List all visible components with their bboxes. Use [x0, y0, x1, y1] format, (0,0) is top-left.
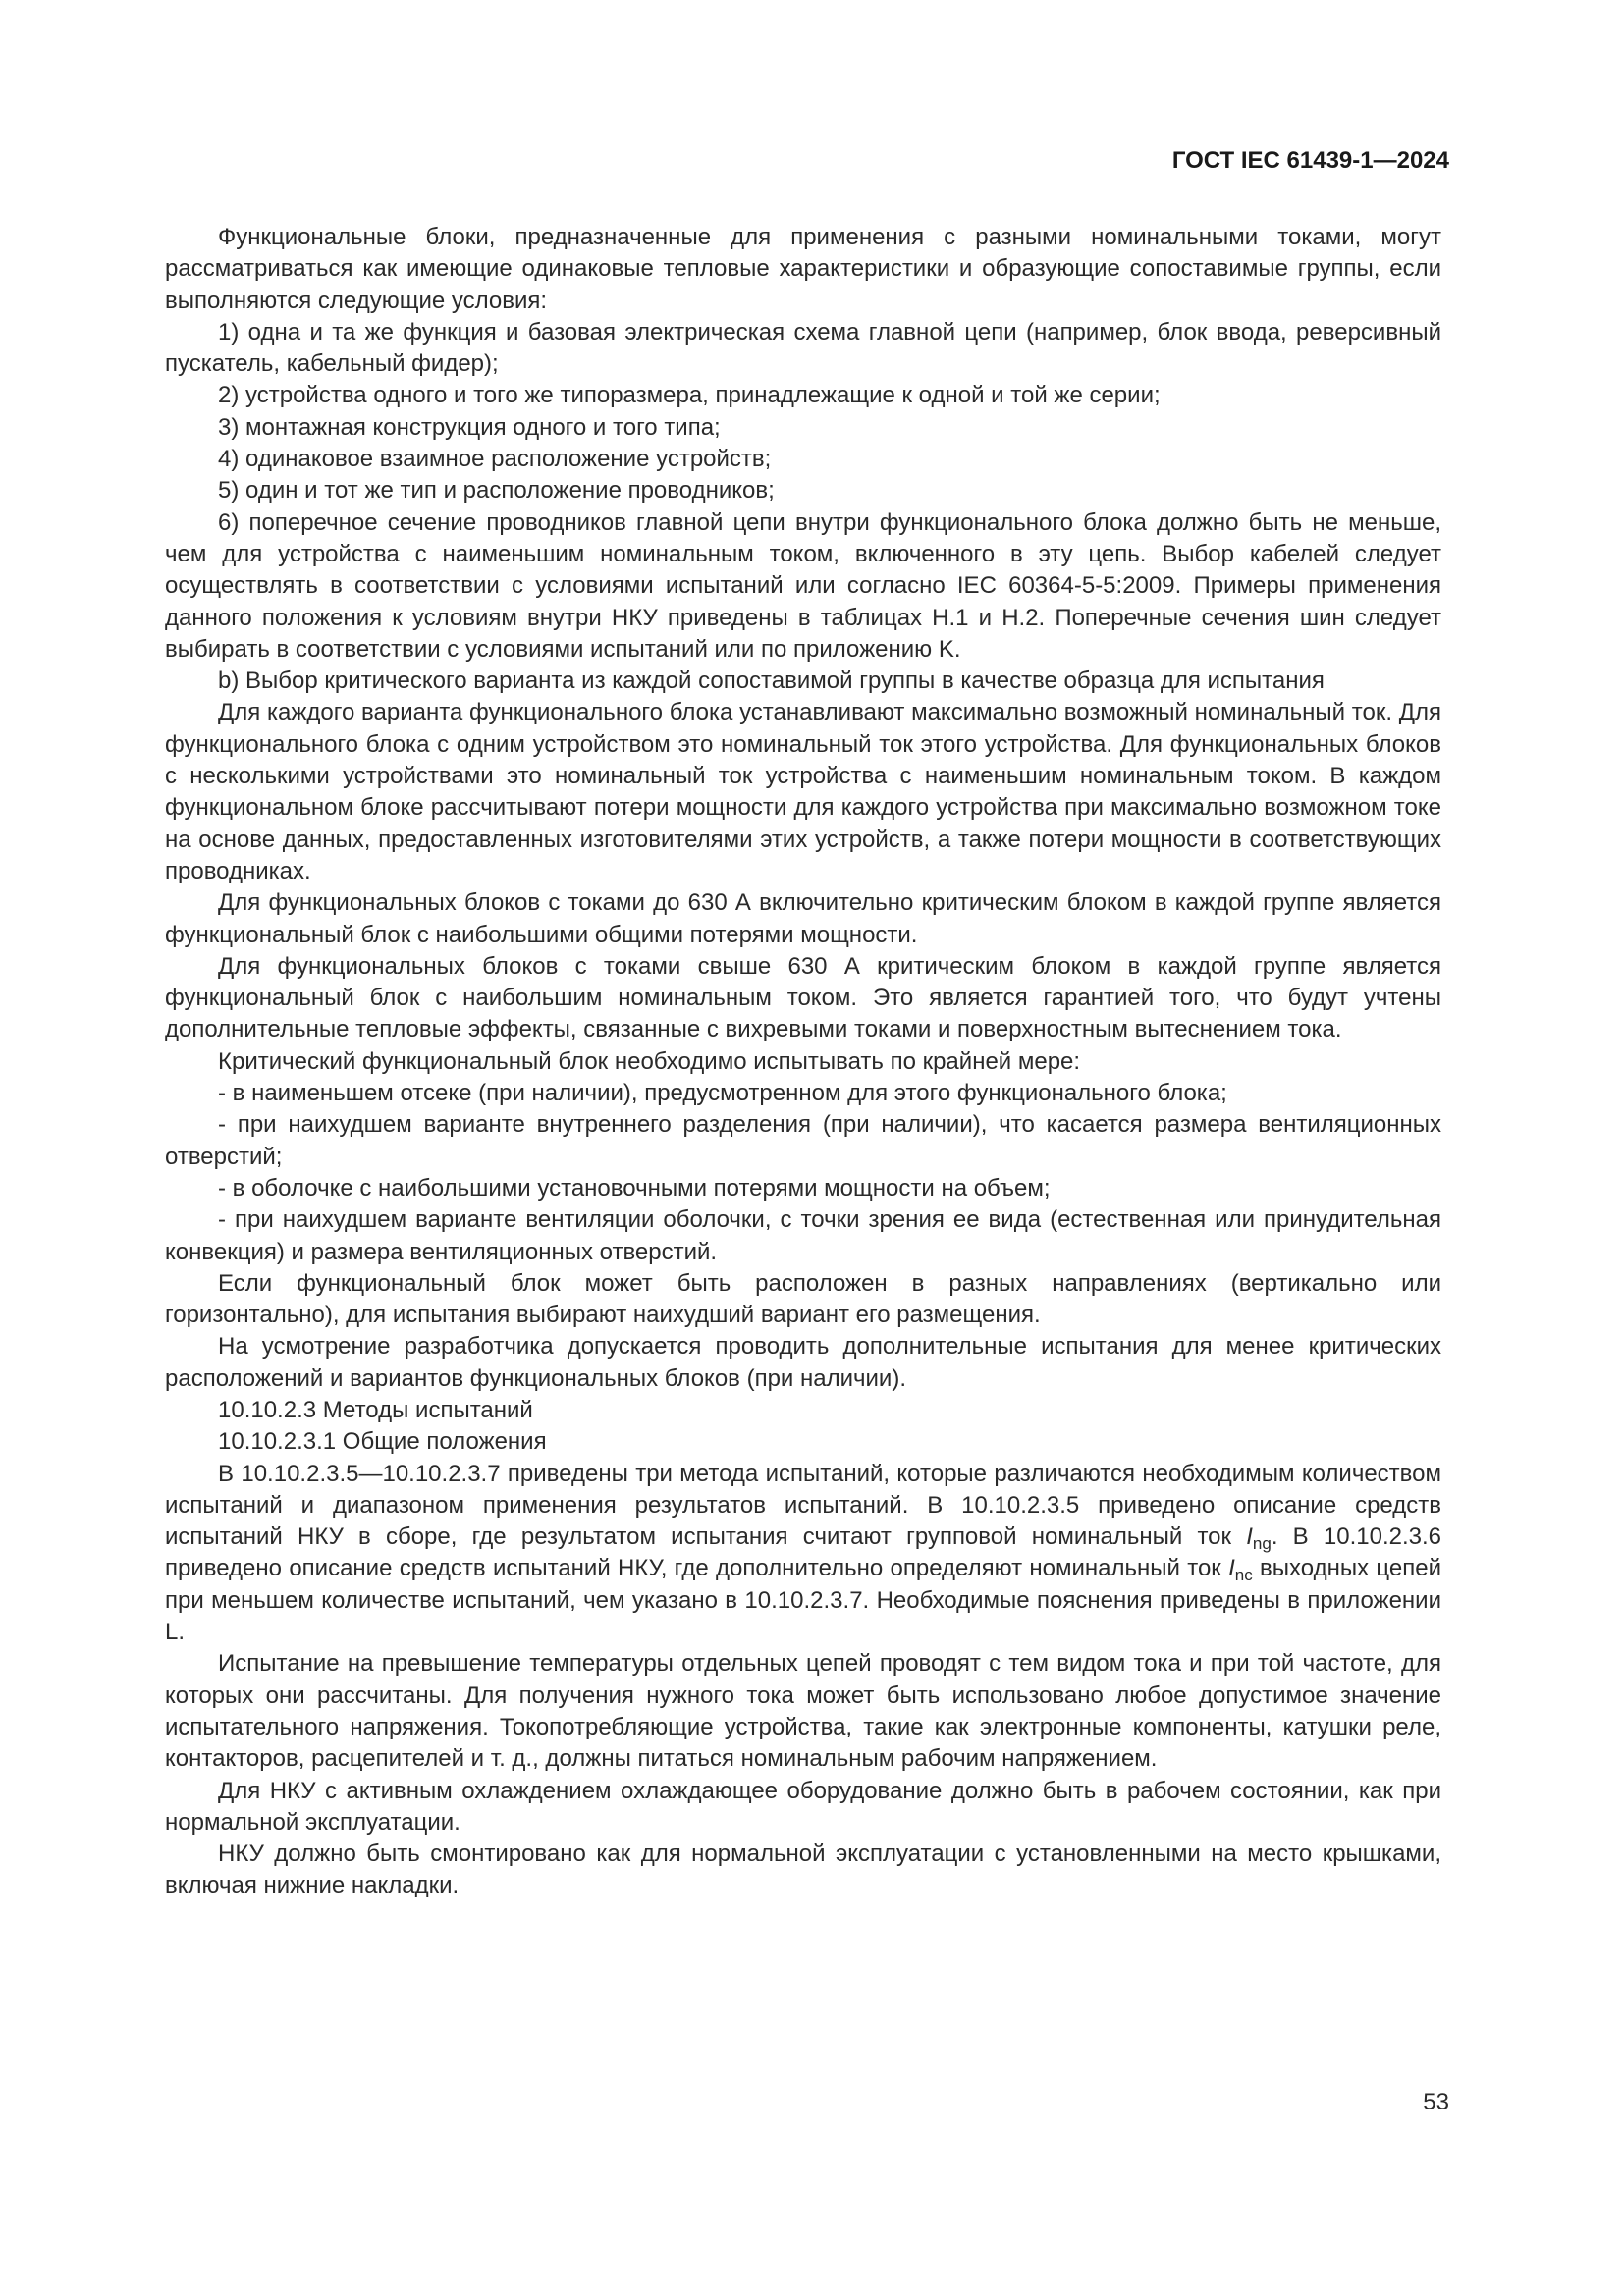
test-methods-paragraph [165, 1459, 1441, 1649]
paragraph: Испытание на превышение температуры отдельных цепей проводят с тем видом тока и при той частоте, для которых они рассчитаны. Для получения нужного тока может быть использовано любое допустимое значение испытательного напряжения. Токопотребляющие устройства, такие как электронные компоненты, катушки реле, контакторов, расцепителей и т. д., должны питаться номинальным рабочим напряжением. [165, 1650, 1441, 1773]
text-span: В 10.10.2.3.5—10.10.2.3.7 приведены три метода испытаний, которые различаются необходимым количеством испытаний и диапазоном применения результатов испытаний. В 10.10.2.3.5 приведено описание средств испытаний НКУ в сборе, где результатом испытания считают групповой номинальный ток [165, 1460, 1441, 1551]
paragraph: НКУ должно быть смонтировано как для нормальной эксплуатации с установленными на место крышками, включая нижние накладки. [165, 1841, 1441, 1899]
list-item: 1) одна и та же функция и базовая электрическая схема главной цепи (например, блок ввода, реверсивный пускатель, кабельный фидер); [165, 318, 1441, 378]
paragraph: Для каждого варианта функционального блока устанавливают максимально возможный номинальный ток. Для функционального блока с одним устройством это номинальный ток этого устройства. Для функциональных блоков с несколькими устройствами это номинальный ток устройства с наименьшим номинальным током. В каждом функциональном блоке рассчитывают потери мощности для каждого устройства при максимально возможном токе на основе данных, предоставленных изготовителями этих устройств, а также потери мощности в соответствующих проводниках. [165, 699, 1441, 884]
text-span: выходных цепей при меньшем количестве испытаний, чем указано в 10.10.2.3.7. Необходимые пояснения приведены в приложении L. [165, 1555, 1442, 1646]
current-symbol: I [1228, 1555, 1235, 1582]
current-subscript: nc [1234, 1566, 1253, 1585]
document-body [165, 222, 1441, 1902]
list-item: 2) устройства одного и того же типоразмера, принадлежащие к одной и той же серии; [218, 382, 1161, 409]
current-symbol: I [1246, 1523, 1253, 1551]
text-span: . В 10.10.2.3.6 приведено описание средств испытаний НКУ, где дополнительно определяют номинальный ток [165, 1523, 1441, 1582]
paragraph: Для функциональных блоков с токами до 630 А включительно критическим блоком в каждой группе является функциональный блок с наибольшими общими потерями мощности. [165, 889, 1441, 948]
subsection-heading: 10.10.2.3.1 Общие положения [218, 1428, 547, 1456]
list-item: - при наихудшем варианте вентиляции оболочки, с точки зрения ее вида (естественная или принудительная конвекция) и размера вентиляционных отверстий. [165, 1206, 1441, 1265]
paragraph: Для НКУ с активным охлаждением охлаждающее оборудование должно быть в рабочем состоянии, как при нормальной эксплуатации. [165, 1777, 1441, 1836]
paragraph: b) Выбор критического варианта из каждой сопоставимой группы в качестве образца для испытания [218, 667, 1325, 695]
list-item: - в наименьшем отсеке (при наличии), предусмотренном для этого функционального блока; [218, 1080, 1227, 1107]
paragraph: Если функциональный блок может быть расположен в разных направлениях (вертикально или горизонтально), для испытания выбирают наихудший вариант его размещения. [165, 1269, 1441, 1329]
current-subscript: ng [1252, 1534, 1272, 1554]
section-heading: 10.10.2.3 Методы испытаний [218, 1396, 533, 1423]
list-item: 4) одинаковое взаимное расположение устройств; [218, 446, 772, 473]
document-code-header: ГОСТ IEC 61439-1—2024 [1171, 147, 1449, 174]
paragraph: Критический функциональный блок необходимо испытывать по крайней мере: [218, 1047, 1081, 1075]
list-item: 5) один и тот же тип и расположение проводников; [218, 477, 775, 505]
paragraph: На усмотрение разработчика допускается проводить дополнительные испытания для менее критических расположений и вариантов функциональных блоков (при наличии). [165, 1333, 1441, 1392]
paragraph: Для функциональных блоков с токами свыше 630 А критическим блоком в каждой группе является функциональный блок с наибольшим номинальным током. Это является гарантией того, что будут учтены дополнительные тепловые эффекты, связанные с вихревыми токами и поверхностным вытеснением тока. [165, 952, 1441, 1043]
list-item: - в оболочке с наибольшими установочными потерями мощности на объем; [218, 1174, 1051, 1201]
page-number: 53 [1423, 2089, 1449, 2115]
paragraph: Функциональные блоки, предназначенные для применения с разными номинальными токами, могут рассматриваться как имеющие одинаковые тепловые характеристики и образующие сопоставимые группы, если выполняются следующие условия: [165, 224, 1441, 314]
list-item: - при наихудшем варианте внутреннего разделения (при наличии), что касается размера вентиляционных отверстий; [165, 1111, 1441, 1170]
list-item: 6) поперечное сечение проводников главной цепи внутри функционального блока должно быть не меньше, чем для устройства с наименьшим номинальным током, включенного в эту цепь. Выбор кабелей следует осуществлять в соответствии с условиями испытаний или согласно IEC 60364-5-5:2009. Примеры применения данного положения к условиям внутри НКУ приведены в таблицах H.1 и H.2. Поперечные сечения шин следует выбирать в соответствии с условиями испытаний или по приложению K. [165, 508, 1441, 663]
list-item: 3) монтажная конструкция одного и того типа; [218, 413, 721, 441]
